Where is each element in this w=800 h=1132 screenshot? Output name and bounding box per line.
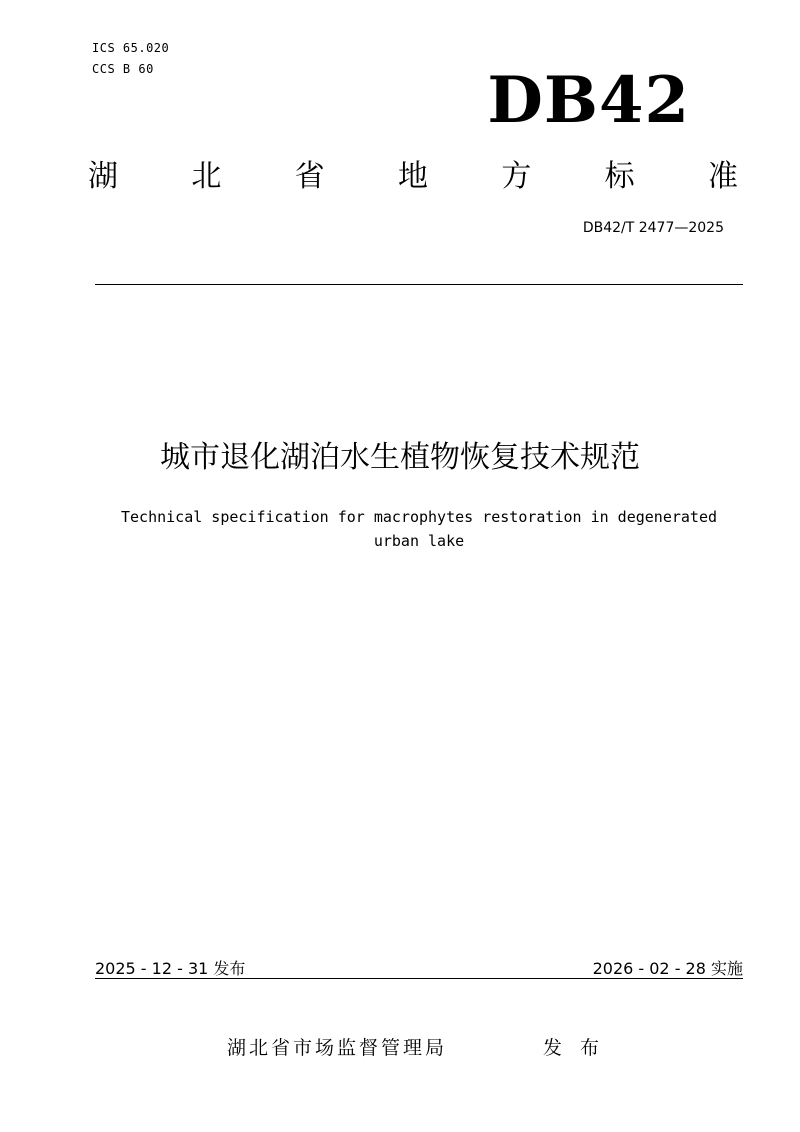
implementation-date: 2026 - 02 - 28 实施 bbox=[592, 959, 743, 978]
db42-logo: DB42 bbox=[487, 63, 690, 138]
standard-type-heading bbox=[88, 150, 738, 196]
top-divider bbox=[95, 284, 743, 285]
issue-label: 发 布 bbox=[543, 1037, 606, 1059]
standard-type-char: 标 bbox=[604, 159, 635, 194]
standard-type-char: 省 bbox=[294, 159, 325, 194]
standard-type-char: 北 bbox=[191, 159, 222, 194]
document-title-english bbox=[95, 505, 743, 553]
standard-type-char: 湖 bbox=[88, 159, 118, 194]
standard-type-char: 准 bbox=[707, 159, 738, 194]
issue-date: 2025 - 12 - 31 发布 bbox=[95, 959, 246, 978]
document-title-chinese: 城市退化湖泊水生植物恢复技术规范 bbox=[160, 440, 640, 475]
standard-type-char: 地 bbox=[397, 159, 428, 194]
ccs-code: CCS B 60 bbox=[92, 62, 154, 76]
standard-number: DB42/T 2477—2025 bbox=[582, 220, 724, 236]
ics-code: ICS 65.020 bbox=[92, 41, 170, 55]
issuing-authority: 湖北省市场监督管理局 bbox=[227, 1037, 448, 1059]
standard-type-char: 方 bbox=[501, 159, 532, 194]
english-title-line: Technical specification for macrophytes restoration in degenerated bbox=[120, 508, 718, 526]
english-title-line: urban lake bbox=[373, 532, 465, 550]
bottom-divider bbox=[95, 978, 743, 979]
